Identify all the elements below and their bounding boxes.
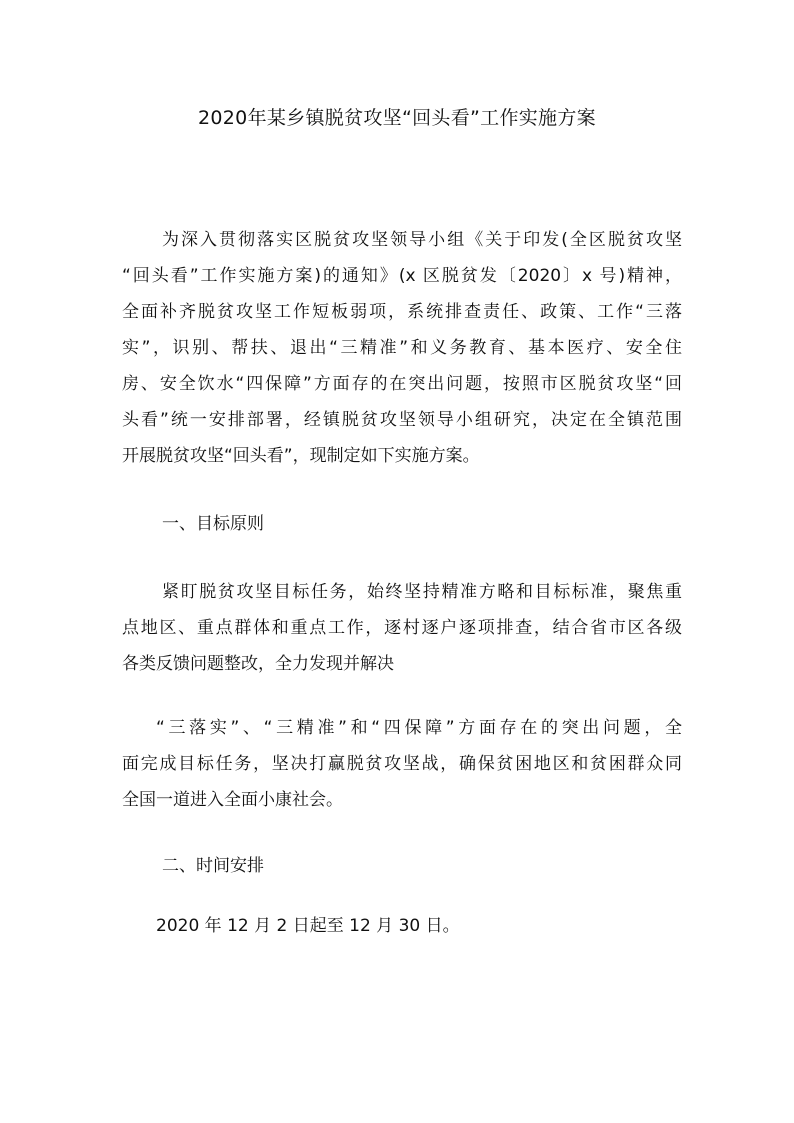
paragraph-2-line-1: 紧盯脱贫攻坚目标任务，始终坚持精准方略和目标标准，聚焦重 xyxy=(162,582,682,602)
paragraph-3-line-1: “三落实”、“三精准”和“四保障”方面存在的突出问题，全 xyxy=(156,718,682,738)
paragraph-3-line-3: 全国一道进入全面小康社会。 xyxy=(122,790,343,810)
paragraph-1-line-6: 头看”统一安排部署，经镇脱贫攻坚领导小组研究，决定在全镇范围 xyxy=(122,410,682,430)
document-title: 2020年某乡镇脱贫攻坚“回头看”工作实施方案 xyxy=(198,107,596,129)
paragraph-1-line-2: “回头看”工作实施方案)的通知》(x 区脱贫发〔2020〕x 号)精神， xyxy=(122,266,682,286)
paragraph-2-line-3: 各类反馈问题整改，全力发现并解决 xyxy=(122,654,394,674)
time-schedule-text: 2020 年 12 月 2 日起至 12 月 30 日。 xyxy=(156,916,460,936)
paragraph-1-line-5: 房、安全饮水“四保障”方面存的在突出问题，按照市区脱贫攻坚“回 xyxy=(122,374,682,394)
paragraph-1-line-3: 全面补齐脱贫攻坚工作短板弱项，系统排查责任、政策、工作“三落 xyxy=(122,302,682,322)
paragraph-1-line-1: 为深入贯彻落实区脱贫攻坚领导小组《关于印发(全区脱贫攻坚 xyxy=(162,230,682,250)
paragraph-1-line-7: 开展脱贫攻坚“回头看”，现制定如下实施方案。 xyxy=(122,446,480,466)
paragraph-2-line-2: 点地区、重点群体和重点工作，逐村逐户逐项排查，结合省市区各级 xyxy=(122,618,682,638)
paragraph-1-line-4: 实”，识别、帮扶、退出“三精准”和义务教育、基本医疗、安全住 xyxy=(122,338,682,358)
section-heading-2: 二、时间安排 xyxy=(162,856,264,876)
section-heading-1: 一、目标原则 xyxy=(162,514,264,534)
paragraph-3-line-2: 面完成目标任务，坚决打赢脱贫攻坚战，确保贫困地区和贫困群众同 xyxy=(122,754,682,774)
